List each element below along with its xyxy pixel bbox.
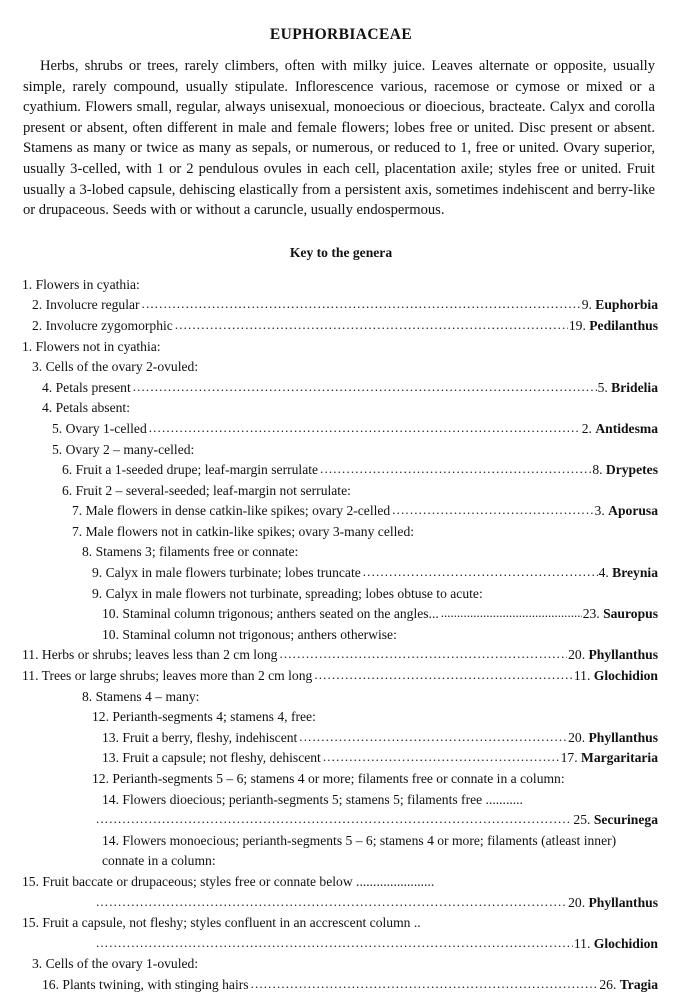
genus-name: Euphorbia [595, 297, 658, 313]
key-entry-text: 7. Male flowers in dense catkin-like spikes; ovary 2-celled [72, 503, 391, 519]
key-entry-text: 12. Perianth-segments 5 – 6; stamens 4 or more; filaments free or connate in a column: [92, 771, 565, 786]
key-entry-text: 15. Fruit a capsule, not fleshy; styles confluent in an accrescent column .. [22, 915, 421, 931]
key-entry-text: 14. Flowers dioecious; perianth-segments 5; stamens 5; filaments free ........... [102, 791, 523, 807]
key-entry-text: 8. Stamens 3; filaments free or connate: [82, 544, 299, 560]
key-entry-text: 9. Calyx in male flowers turbinate; lobes truncate [92, 565, 361, 581]
key-entry [22, 584, 658, 605]
leader-dots [173, 316, 568, 336]
key-entry [22, 831, 658, 872]
key-heading: Key to the genera [289, 244, 393, 260]
key-entry-text: 12. Perianth-segments 4; stamens 4, free: [92, 709, 316, 725]
key-entry-text: 8. Stamens 4 – many: [82, 688, 200, 704]
leader-dots [321, 748, 560, 768]
key-entry [22, 440, 658, 461]
key-entry [22, 275, 658, 296]
genus-number: 19. [568, 317, 590, 333]
genus-number: 17. [560, 750, 581, 766]
key-entry-text: 7. Male flowers not in catkin-like spikes; ovary 3-many celled: [72, 523, 415, 539]
genus-number: 2. [581, 420, 596, 436]
key-result [581, 419, 658, 440]
key-entry [22, 460, 658, 481]
key-result [597, 378, 658, 399]
key-result [573, 934, 658, 955]
key-entry-text: 4. Petals absent: [42, 400, 130, 416]
leader-dots [390, 501, 593, 521]
key-entry-continuation [22, 810, 658, 831]
key-entry [22, 357, 658, 378]
page-title: EUPHORBIACEAE [269, 26, 413, 43]
genus-name: Pedilanthus [589, 317, 658, 333]
genus-name: Margaritaria [581, 750, 658, 766]
genus-name: Glochidion [593, 668, 658, 684]
key-result [582, 604, 658, 625]
key-result [594, 501, 658, 522]
genus-number: 9. [581, 297, 596, 313]
key-entry-text: 10. Staminal column trigonous; anthers seated on the angles... [102, 606, 439, 622]
leader-dots [277, 645, 567, 665]
key-entry-text: 13. Fruit a capsule; not fleshy, dehiscent [102, 750, 321, 766]
key-entry-text: 1. Flowers in cyathia: [22, 276, 140, 292]
key-result [567, 893, 658, 914]
key-entry-continuation [22, 934, 658, 955]
leader-dots [94, 893, 567, 913]
genus-name: Sauropus [603, 606, 658, 622]
key-entry [22, 728, 658, 749]
key-entry [22, 398, 658, 419]
key-result [598, 563, 658, 584]
genus-number: 20. [568, 729, 589, 745]
key-entry [22, 542, 658, 563]
genus-name: Glochidion [593, 935, 658, 951]
key-result [591, 460, 658, 481]
key-entry [22, 872, 658, 893]
genus-name: Securinega [593, 812, 658, 828]
genus-name: Tragia [619, 976, 658, 992]
genus-name: Phyllanthus [588, 894, 658, 910]
key-entry-text: 3. Cells of the ovary 1-ovuled: [32, 956, 199, 972]
key-entry-text: 5. Ovary 2 – many-celled: [52, 441, 195, 457]
key-entry [22, 522, 658, 543]
leader-dots [140, 295, 581, 315]
genera-key-list [0, 261, 682, 996]
key-entry [22, 687, 658, 708]
key-entry-text: 13. Fruit a berry, fleshy, indehiscent [102, 729, 298, 745]
key-result [567, 728, 658, 749]
key-entry [22, 707, 658, 728]
key-entry [22, 604, 658, 625]
key-result [573, 666, 658, 687]
leader-dots [147, 419, 581, 439]
key-entry [22, 316, 658, 337]
key-entry-text: 3. Cells of the ovary 2-ovuled: [32, 359, 199, 375]
key-entry [22, 625, 658, 646]
leader-gap [439, 604, 582, 624]
key-entry-text: 4. Petals present [42, 379, 131, 395]
key-entry [22, 954, 658, 975]
key-entry [22, 748, 658, 769]
genus-name: Antidesma [595, 420, 658, 436]
genus-name: Phyllanthus [588, 729, 658, 745]
genus-name: Bridelia [611, 379, 658, 395]
key-entry-text: 6. Fruit 2 – several-seeded; leaf-margin not serrulate: [62, 482, 351, 498]
leader-dots [318, 460, 591, 480]
leader-dots [94, 934, 573, 954]
key-entry [22, 769, 658, 790]
genus-number: 11. [573, 935, 594, 951]
key-entry-text: 1. Flowers not in cyathia: [22, 338, 161, 354]
genus-number: 8. [592, 462, 606, 478]
key-entry-text: 11. Herbs or shrubs; leaves less than 2 cm long [22, 647, 278, 663]
key-entry [22, 975, 658, 996]
key-entry [22, 378, 658, 399]
key-result [568, 316, 658, 337]
key-result [581, 295, 658, 316]
genus-number: 3. [594, 503, 609, 519]
key-entry [22, 337, 658, 358]
key-entry [22, 790, 658, 811]
genus-name: Phyllanthus [588, 647, 658, 663]
key-entry-text: 15. Fruit baccate or drupaceous; styles free or connate below ....................... [22, 873, 435, 889]
key-entry [22, 295, 658, 316]
genus-number: 20. [568, 647, 589, 663]
genus-number: 25. [573, 812, 594, 828]
genus-number: 5. [597, 379, 612, 395]
leader-dots [94, 810, 572, 830]
key-entry-text: 6. Fruit a 1-seeded drupe; leaf-margin serrulate [62, 462, 319, 478]
key-entry [22, 501, 658, 522]
leader-dots [297, 728, 567, 748]
leader-dots [312, 666, 573, 686]
key-entry [22, 913, 658, 934]
key-result [598, 975, 658, 996]
genus-name: Drypetes [605, 462, 658, 478]
leader-dots [249, 975, 599, 995]
leader-dots [361, 563, 598, 583]
genus-number: 11. [573, 668, 594, 684]
genus-name: Breynia [612, 565, 658, 581]
genus-number: 26. [599, 976, 620, 992]
key-entry-text: 2. Involucre zygomorphic [32, 317, 173, 333]
key-entry-text: 9. Calyx in male flowers not turbinate, spreading; lobes obtuse to acute: [92, 585, 483, 601]
key-entry [22, 666, 658, 687]
key-result [560, 748, 658, 769]
genus-number: 4. [598, 565, 613, 581]
key-result [567, 645, 658, 666]
genus-name: Aporusa [608, 503, 658, 519]
key-entry [22, 481, 658, 502]
family-description: Herbs, shrubs or trees, rarely climbers, often with milky juice. Leaves alternate or opposite, usually simple, rarely compound, usually stipulate. Inflorescence various, racemose or cymose or mixed or a cyathium. Flowers small, regular, always unisexual, monoecious or dioecious, bracteate. Calyx and corolla present or absent, often different in male and female flowers; lobes free or united. Disc present or absent. Stamens as many or twice as many as sepals, or numerous, or reduced to 1, free or united. Ovary superior, usually 3-celled, with 1 or 2 pendulous ovules in each cell, placentation axile; styles free or united. Fruit usually a 3-lobed capsule, dehiscing elastically from a persistent axis, sometimes indehiscent and berry-like or drupaceous. Seeds with or without a caruncle, usually endospermous. [23, 58, 655, 219]
key-entry-text: 14. Flowers monoecious; perianth-segments 5 – 6; stamens 4 or more; filaments (atleast inner) connate in a column: [102, 832, 617, 869]
key-entry [22, 419, 658, 440]
key-result [572, 810, 658, 831]
key-entry-text: 5. Ovary 1-celled [52, 420, 147, 436]
key-entry-text: 10. Staminal column not trigonous; anthers otherwise: [102, 626, 397, 642]
key-entry-continuation [22, 893, 658, 914]
leader-dots [131, 378, 597, 398]
key-entry [22, 645, 658, 666]
genus-number: 20. [568, 894, 589, 910]
genus-number: 23. [582, 606, 604, 622]
key-entry-text: 16. Plants twining, with stinging hairs [42, 976, 249, 992]
key-entry-text: 2. Involucre regular [32, 297, 140, 313]
key-entry-text: 11. Trees or large shrubs; leaves more than 2 cm long [22, 668, 313, 684]
key-entry [22, 563, 658, 584]
